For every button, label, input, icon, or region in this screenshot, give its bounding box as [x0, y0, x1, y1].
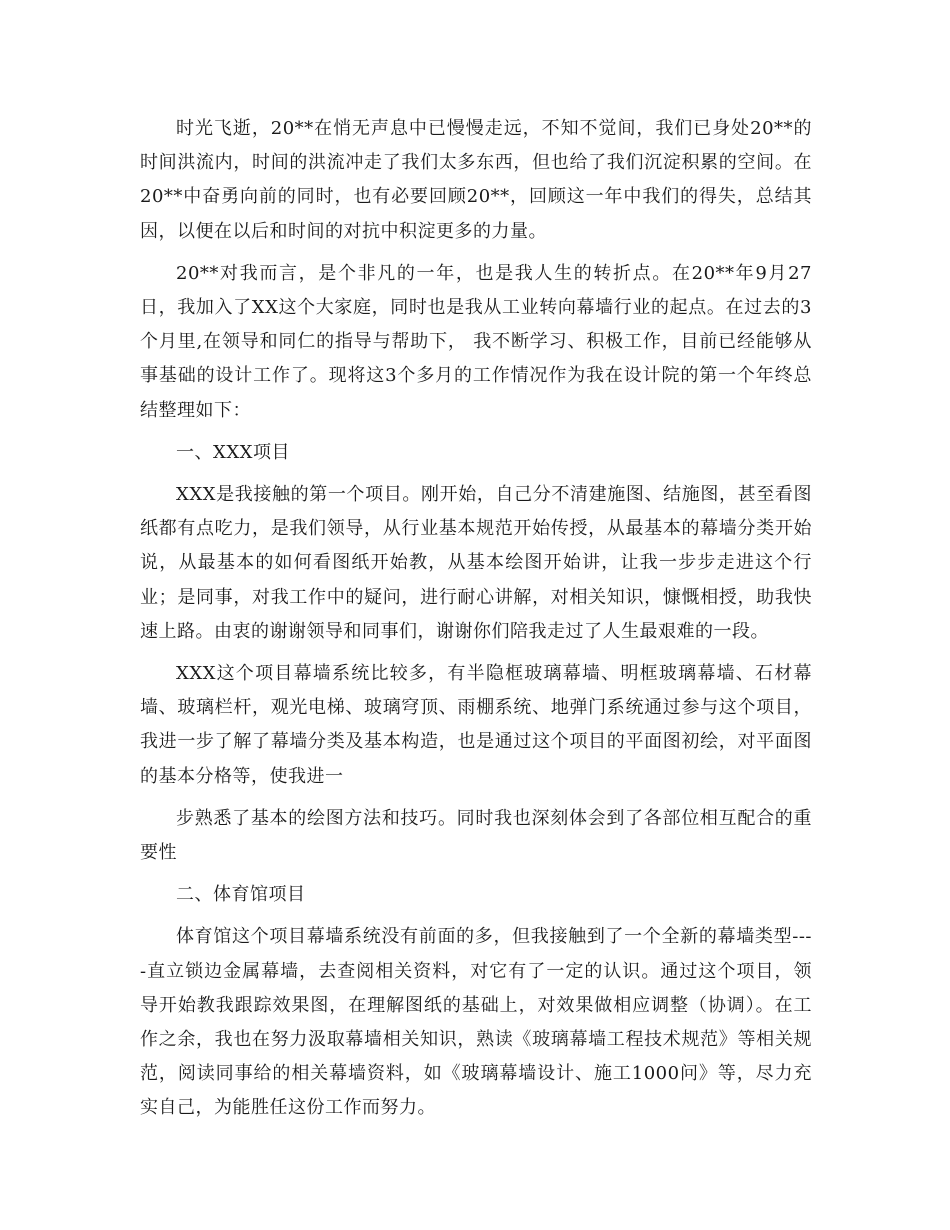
- section-heading-stadium-project: 二、体育馆项目: [176, 884, 306, 906]
- paragraph-xxx-skills: 步熟悉了基本的绘图方法和技巧。同时我也深刻体会到了各部位相互配合的重要性: [140, 807, 812, 864]
- document-body: [140, 112, 812, 1134]
- paragraph-joining: 20**对我而言，是个非凡的一年，也是我人生的转折点。在20**年9月27日，我加入了XX这个大家庭，同时也是我从工业转向幕墙行业的起点。在过去的3个月里,在领导和同仁的指导与帮助下， 我不断学习、积极工作，目前已经能够从事基础的设计工作了。现将这3个多月的工作情况作为我在设计院的第一个年终总结整理如下：: [140, 262, 812, 421]
- paragraph-intro: 时光飞逝，20**在悄无声息中已慢慢走远，不知不觉间，我们已身处20**的时间洪流内，时间的洪流冲走了我们太多东西，但也给了我们沉淀积累的空间。在20**中奋勇向前的同时，也有必要回顾20**，回顾这一年中我们的得失，总结其因，以便在以后和时间的对抗中积淀更多的力量。: [140, 118, 812, 242]
- paragraph-xxx-first-project: XXX是我接触的第一个项目。刚开始，自己分不清建施图、结施图，甚至看图纸都有点吃力，是我们领导，从行业基本规范开始传授，从最基本的幕墙分类开始说，从最基本的如何看图纸开始教，从基本绘图开始讲，让我一步步走进这个行业；是同事，对我工作中的疑问，进行耐心讲解，对相关知识，慷慨相授，助我快速上路。由衷的谢谢领导和同事们，谢谢你们陪我走过了人生最艰难的一段。: [140, 484, 812, 642]
- paragraph-stadium: 体育馆这个项目幕墙系统没有前面的多，但我接触到了一个全新的幕墙类型----直立锁边金属幕墙，去查阅相关资料，对它有了一定的认识。通过这个项目，领导开始教我跟踪效果图，在理解图纸的基础上，对效果做相应调整（协调）。在工作之余，我也在努力汲取幕墙相关知识，熟读《玻璃幕墙工程技术规范》等相关规范，阅读同事给的相关幕墙资料，如《玻璃幕墙设计、施工1000问》等，尽力充实自己，为能胜任这份工作而努力。: [140, 926, 812, 1119]
- section-heading-xxx-project: 一、XXX项目: [176, 441, 290, 463]
- paragraph-xxx-systems: XXX这个项目幕墙系统比较多，有半隐框玻璃幕墙、明框玻璃幕墙、石材幕墙、玻璃栏杆，观光电梯、玻璃穹顶、雨棚系统、地弹门系统通过参与这个项目，我进一步了解了幕墙分类及基本构造，也是通过这个项目的平面图初绘，对平面图的基本分格等，使我进一: [140, 663, 812, 787]
